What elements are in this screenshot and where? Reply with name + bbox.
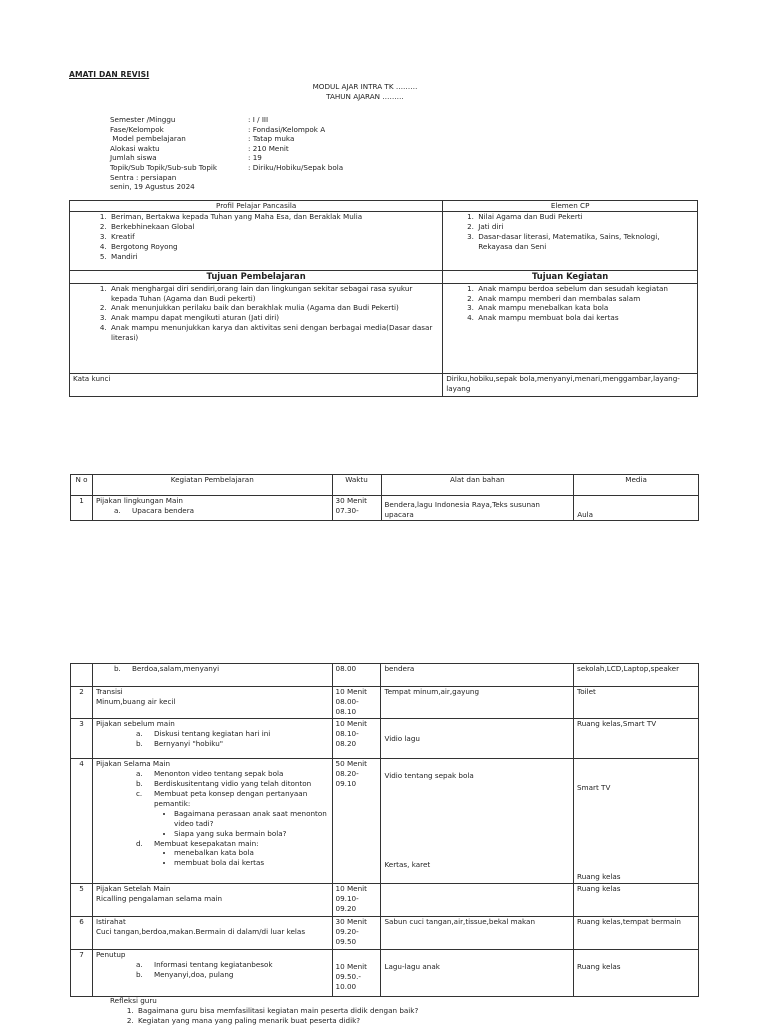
list-item: b. Menyanyi,doa, pulang xyxy=(154,970,329,980)
list-item: 2. Anak mampu memberi dan membalas salam xyxy=(476,294,694,304)
refleksi-guru xyxy=(110,996,418,1026)
list-item: 2. Anak menunjukkan perilaku baik dan berakhlak mulia (Agama dan Budi Pekerti) xyxy=(109,303,439,313)
school-year: TAHUN AJARAN ……… xyxy=(326,92,404,101)
list-item: b. Bernyanyi "hobiku" xyxy=(154,739,329,749)
list-item: 4. Anak mampu menunjukkan karya dan aktivitas seni dengan berbagai media(Dasar dasar literasi) xyxy=(109,323,439,343)
table-row: b. Berdoa,salam,menyanyi 08.00 bendera sekolah,LCD,Laptop,speaker xyxy=(71,664,699,687)
col-media: Media xyxy=(574,475,699,496)
list-item: 1. Anak mampu berdoa sebelum dan sesudah kegiatan xyxy=(476,284,694,294)
list-item: 4. Anak mampu membuat bola dai kertas xyxy=(476,313,694,323)
meta-row: Semester /Minggu : I / III xyxy=(110,115,269,124)
elemen-header: Elemen CP xyxy=(443,201,698,212)
col-no: N o xyxy=(71,475,93,496)
module-meta xyxy=(110,115,343,192)
list-item: 5. Mandiri xyxy=(109,252,439,262)
list-item: • membuat bola dai kertas xyxy=(174,858,329,868)
table-row: 6 Istirahat Cuci tangan,berdoa,makan.Bermain di dalam/di luar kelas 30 Menit 09.20- 09.50 Sabun cuci tangan,air,tissue,bekal makan Ruang kelas,tempat bermain xyxy=(71,917,699,950)
meta-row: Topik/Sub Topik/Sub-sub Topik : Diriku/Hobiku/Sepak bola xyxy=(110,162,344,172)
profil-cell xyxy=(70,212,443,271)
list-item: 1. Anak menghargai diri sendiri,orang lain dan lingkungan sekitar sebagai rasa syukur kepada Tuhan (Agama dan Budi pekerti) xyxy=(109,284,439,304)
tujuan-pembelajaran-cell xyxy=(70,283,443,373)
list-item: 1. Beriman, Bertakwa kepada Tuhan yang Maha Esa, dan Beraklak Mulia xyxy=(109,212,439,222)
module-title: MODUL AJAR INTRA TK ……… xyxy=(312,82,418,91)
list-item: a. Menonton video tentang sepak bola xyxy=(154,769,329,779)
tujuan-kegiatan-header: Tujuan Kegiatan xyxy=(443,271,698,284)
col-waktu: Waktu xyxy=(332,475,381,496)
activity-table-continued xyxy=(70,663,699,997)
list-item: • menebalkan kata bola xyxy=(174,848,329,858)
meta-row: Alokasi waktu : 210 Menit xyxy=(110,143,289,153)
profile-table xyxy=(69,200,698,397)
activity-table xyxy=(70,474,699,521)
list-item: b. Berdiskusitentang vidio yang telah ditonton xyxy=(154,779,329,789)
list-item: c. Membuat peta konsep dengan pertanyaan pemantik: xyxy=(154,789,329,809)
list-item: a. Diskusi tentang kegiatan hari ini xyxy=(154,729,329,739)
list-item: 2. Jati diri xyxy=(476,222,694,232)
table-row: 3 Pijakan sebelum main a. Diskusi tentang kegiatan hari ini b. Bernyanyi "hobiku" 10 Menit 08.10- 08.20 Vidio lagu Ruang kelas,Smart TV xyxy=(71,719,699,759)
tujuan-pembelajaran-header: Tujuan Pembelajaran xyxy=(70,271,443,284)
table-row: 5 Pijakan Setelah Main Ricalling pengalaman selama main 10 Menit 09.10- 09.20 Ruang kelas xyxy=(71,884,699,917)
meta-row: Fase/Kelompok : Fondasi/Kelompok A xyxy=(110,124,326,134)
meta-row: Sentra : persiapan xyxy=(110,172,177,182)
kata-kunci-label: Kata kunci xyxy=(70,373,443,396)
list-item: 1. Nilai Agama dan Budi Pekerti xyxy=(476,212,694,222)
tujuan-kegiatan-cell xyxy=(443,283,698,373)
list-item: 3. Dasar-dasar literasi, Matematika, Sains, Teknologi, Rekayasa dan Seni xyxy=(476,232,694,252)
elemen-cell xyxy=(443,212,698,271)
list-item: 3. Kreatif xyxy=(109,232,439,242)
list-item: 3. Anak mampu menebalkan kata bola xyxy=(476,303,694,313)
meta-row: Model pembelajaran : Tatap muka xyxy=(110,134,295,144)
refleksi-title: Refleksi guru xyxy=(110,996,157,1005)
table-row: 4 Pijakan Selama Main a. Menonton video tentang sepak bola b. Berdiskusitentang vidio yang telah ditonton c. Membuat peta konsep dengan pertanyaan pemantik: • Bagaimana perasaan anak saat menonton video tadi? • Siapa yang suka bermain bola? d. Membuat kesepakatan main: • menebalkan kata bola • membuat bola dai kertas 50 Menit 08.20- 09.10 Vidio tentang sepak bola Kertas, karet Smart TV Ruang kelas xyxy=(71,759,699,884)
list-item: • Bagaimana perasaan anak saat menonton video tadi? xyxy=(174,809,329,829)
col-alat: Alat dan bahan xyxy=(381,475,574,496)
list-item: 1. Bagaimana guru bisa memfasilitasi kegiatan main peserta didik dengan baik? xyxy=(136,1006,418,1016)
list-item: 2. Kegiatan yang mana yang paling menarik buat peserta didik? xyxy=(136,1016,418,1026)
col-kegiatan: Kegiatan Pembelajaran xyxy=(92,475,332,496)
table-row: 2 Transisi Minum,buang air kecil 10 Menit 08.00- 08.10 Tempat minum,air,gayung Toilet xyxy=(71,687,699,719)
list-item: 4. Bergotong Royong xyxy=(109,242,439,252)
table-row: 1 Pijakan lingkungan Main a. Upacara bendera 30 Menit 07.30- Bendera,lagu Indonesia Raya,Teks susunan upacara Aula xyxy=(71,496,699,521)
profil-header: Profil Pelajar Pancasila xyxy=(70,201,443,212)
list-item: 3. Anak mampu dapat mengikuti aturan (Jati diri) xyxy=(109,313,439,323)
list-item: a. Informasi tentang kegiatanbesok xyxy=(154,960,329,970)
meta-row: Jumlah siswa : 19 xyxy=(110,153,262,163)
list-item: • Siapa yang suka bermain bola? xyxy=(174,829,329,839)
list-item: 2. Berkebhinekaan Global xyxy=(109,222,439,232)
table-row: 7 Penutup a. Informasi tentang kegiatanbesok b. Menyanyi,doa, pulang 10 Menit 09.50.- 10.00 Lagu-lagu anak Ruang kelas xyxy=(71,950,699,997)
kata-kunci-value: Diriku,hobiku,sepak bola,menyanyi,menari,menggambar,layang-layang xyxy=(443,373,698,396)
list-item: d. Membuat kesepakatan main: xyxy=(154,839,329,849)
revision-note: AMATI DAN REVISI xyxy=(69,70,150,79)
meta-row: senin, 19 Agustus 2024 xyxy=(110,182,195,192)
